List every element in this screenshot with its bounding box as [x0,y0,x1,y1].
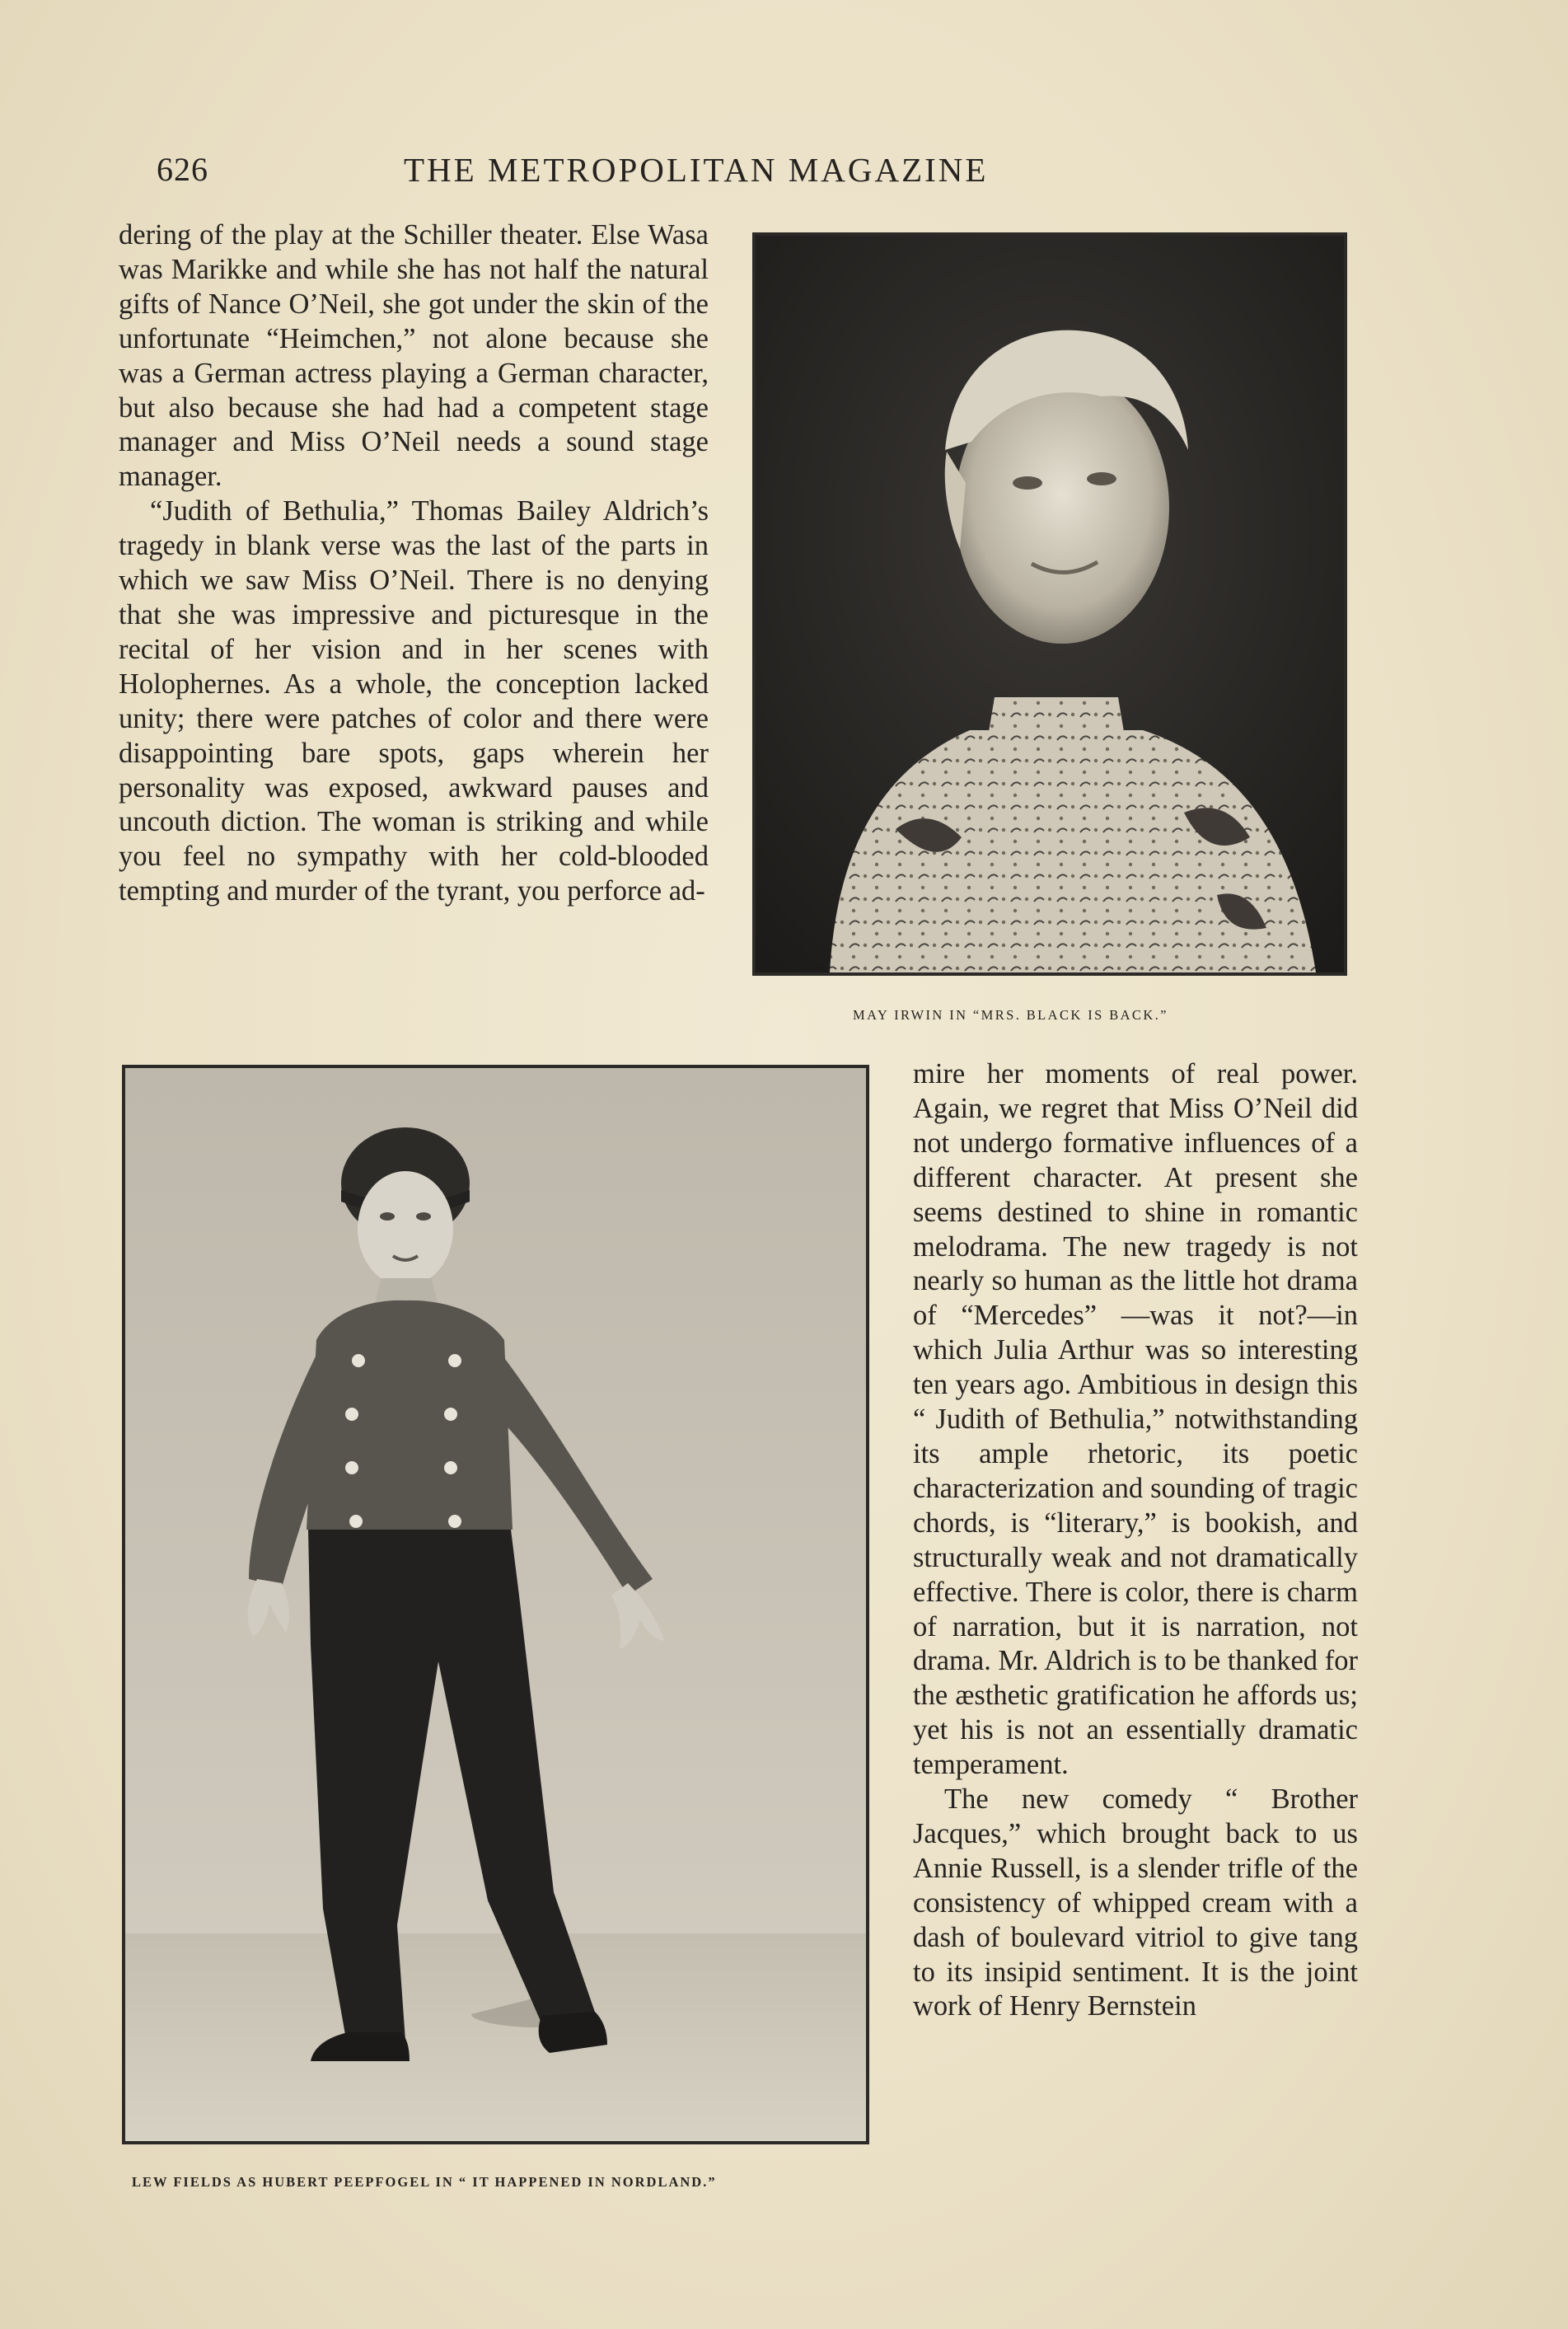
paragraph: dering of the play at the Schiller theater. Else Wasa was Marikke and while she has not half the natural gifts of Nance O’Neil, she got under the skin of the unfortunate “Heimchen,” not alone because she was a German actress playing a German character, but also because she had had a competent stage manager and Miss O’Neil needs a sound stage manager. [119,219,709,493]
article-column-1 [119,218,709,909]
magazine-title: THE METROPOLITAN MAGAZINE [404,151,989,189]
paragraph: The new comedy “ Brother Jacques,” which brought back to us Annie Russell, is a slender trifle of the consistency of whipped cream with a dash of boulevard vitriol to give tang to its insipid sentiment. It is the joint work of Henry Bernstein [913,1783,1358,2022]
figure-caption: LEW FIELDS AS HUBERT PEEPFOGEL IN “ IT HAPPENED IN NORDLAND.” [132,2174,717,2190]
lew-fields-photo [122,1065,869,2144]
page-number: 626 [157,151,208,188]
running-head [157,147,1071,196]
paragraph: mire her moments of real power. Again, we regret that Miss O’Neil did not undergo formative influences of a different character. At present she seems destined to shine in romantic melodrama. The new tragedy is not nearly so human as the little hot drama of “Mercedes” —was it not?—in which Julia Arthur was so interesting ten years ago. Ambitious in design this “ Judith of Bethulia,” notwithstanding its ample rhetoric, its poetic characterization and sounding of tragic chords, is “literary,” is bookish, and structurally weak and not dramatically effective. There is color, there is charm of narration, but it is narration, not drama. Mr. Aldrich is to be thanked for the æsthetic gratification he affords us; yet his is not an essentially dramatic temperament. [913,1058,1358,1781]
article-column-2 [913,1057,1358,2024]
paragraph: “Judith of Bethulia,” Thomas Bailey Aldrich’s tragedy in blank verse was the last of the parts in which we saw Miss O’Neil. There is no denying that she was impressive and picturesque in the recital of her vision and in her scenes with Holophernes. As a whole, the conception lacked unity; there were patches of color and there were disappointing bare spots, gaps wherein her personality was exposed, awkward pauses and uncouth diction. The woman is striking and while you feel no sympathy with her cold-blooded tempting and murder of the tyrant, you perforce ad- [119,495,709,907]
figure-caption: MAY IRWIN IN “MRS. BLACK IS BACK.” [853,1007,1168,1023]
may-irwin-photo [752,232,1347,976]
